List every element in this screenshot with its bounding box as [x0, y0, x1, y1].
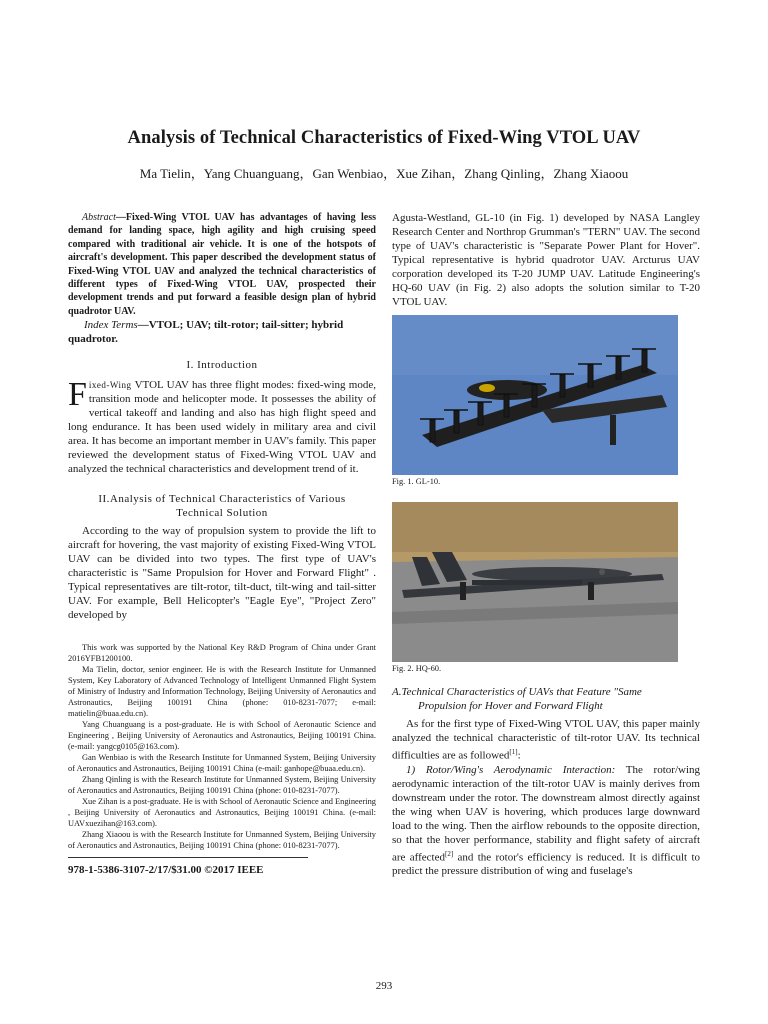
- author-list: Ma Tielin，Yang Chuanguang，Gan Wenbiao，Xue Zihan，Zhang Qinling，Zhang Xiaoou: [139, 166, 629, 181]
- section-2-heading-line2: Technical Solution: [176, 507, 268, 520]
- index-terms: [68, 318, 376, 346]
- smallcaps-start: ixed-Wing: [88, 380, 132, 391]
- subsection-a-text: [392, 717, 700, 763]
- isbn-line: 978-1-5386-3107-2/17/$31.00 ©2017 IEEE: [68, 864, 264, 877]
- left-column: [68, 211, 376, 876]
- abstract-body: —Fixed-Wing VTOL UAV has advantages of having less demand for landing space, high agility and high cruising speed compared with traditional air vehicle. It is one of the hotspots of aircraft's development. This paper described the development status of Fixed-Wing VTOL UAV and analyzed the technical characteristics of different types of Fixed-Wing VTOL UAV, prospected their development trends and put forward a feasible design plan of hybrid quadrotor UAV.: [68, 212, 376, 317]
- rotor-wing-lead: 1) Rotor/Wing's Aerodynamic Interaction:: [406, 763, 616, 776]
- figure-2-caption: Fig. 2. HQ-60.: [392, 664, 442, 673]
- footnote: Yang Chuanguang is a post-graduate. He is with School of Aeronautic Science and Engineering , Beijing University of Aeronautics and Astronautics, Beijing 100191 China. (e-mail: yangcg0105@163.com).: [68, 720, 376, 752]
- reference-1: [1]: [509, 748, 518, 756]
- drop-cap: F: [68, 376, 87, 414]
- footnote: Xue Zihan is a post-graduate. He is with School of Aeronautic Science and Engineering , Beijing University of Aeronautics and Astronautics, Beijing 100191 China. (e-mail: UAVxuezihan@163.com).: [68, 797, 376, 829]
- para-a-body: As for the first type of Fixed-Wing VTOL UAV, this paper mainly analyzed the technical characteristic of tilt-rotor UAV. Its technical difficulties are as followed: [392, 718, 700, 762]
- index-terms-lead: Index Terms: [84, 319, 138, 332]
- abstract-lead: Abstract: [82, 212, 116, 223]
- footnote: Zhang Qinling is with the Research Institute for Unmanned System, Beijing University of Aeronautics and Astronautics, Beijing 100191 China (phone: 010-8231-7077).: [68, 775, 376, 796]
- footnote: This work was supported by the National Key R&D Program of China under Grant 2016YFB1200100.: [68, 643, 376, 664]
- section-1-heading: I. Introduction: [186, 359, 258, 372]
- reference-2: [2]: [444, 849, 454, 858]
- figure-1-gl10-photo: [392, 315, 678, 475]
- rotor-wing-paragraph: [392, 763, 700, 879]
- rotor-wing-body: The rotor/wing aerodynamic interaction of the tilt-rotor UAV is mainly derives from downstream under the rotor. The downstream almost directly against the wing when UAV is hovering, which produces large downward load to the wing. Then the airflow rebounds to the opposite direction, so that the hover performance, stability and flight safety of aircraft are affected: [392, 763, 700, 864]
- figure-1-caption: Fig. 1. GL-10.: [392, 477, 441, 486]
- abstract: [68, 211, 376, 318]
- rotor-wing-body-end: and the rotor's efficiency is reduced. It is difficult to predict the pressure distribution of wing and fuselage's: [392, 851, 701, 878]
- section-1-body: VTOL UAV has three flight modes: fixed-wing mode, transition mode and helicopter mode. It possesses the ability of vertical takeoff and landing and also has high flight speed and long endurance. It has been used widely in military area and civil area. It has become an important member in UAV's family. This paper reviewed the development status of Fixed-Wing VTOL UAV and analyzed the technical characteristics and development trend of it.: [68, 379, 376, 476]
- section-1-text: [68, 378, 376, 476]
- subsection-a-line1: A.Technical Characteristics of UAVs that Feature "Same: [392, 686, 642, 698]
- index-terms-body: —VTOL; UAV; tilt-rotor; tail-sitter; hybrid quadrotor.: [68, 319, 344, 346]
- footnotes: [68, 642, 376, 851]
- subsection-a-line2: Propulsion for Hover and Forward Flight: [418, 700, 603, 712]
- footnote: Zhang Xiaoou is with the Research Institute for Unmanned System, Beijing University of Aeronautics and Astronautics, Beijing 100191 China (phone: 010-8231-7077).: [68, 830, 376, 851]
- footnote: Gan Wenbiao is with the Research Institute for Unmanned System, Beijing University of Aeronautics and Astronautics, Beijing 100191 China (e-mail: ganhope@buaa.edu.cn).: [68, 753, 376, 774]
- paper-title: Analysis of Technical Characteristics of Fixed-Wing VTOL UAV: [127, 128, 641, 148]
- footnote-divider: [68, 857, 308, 858]
- section-2-text: According to the way of propulsion system to provide the lift to aircraft for hovering, the vast majority of existing Fixed-Wing VTOL UAV can be divided into two types. The first type of UAV's characteristic is "Same Propulsion for Hover and Forward Flight" . Typical representatives are tilt-rotor, tilt-duct, tilt-wing and tail-sitter UAV. For example, Bell Helicopter's "Eagle Eye", "Project Zero" developed by: [68, 525, 376, 622]
- figure-2-hq60-photo: [392, 502, 678, 662]
- footnote: Ma Tielin, doctor, senior engineer. He is with the Research Institute for Unmanned System, Key Laboratory of Advanced Technology of Intelligent Unmanned Flight System of Ministry of Industry and Information Technology, Beijing University of Aeronautics and Astronautics, Beijing 100191 China (phone: 010-8231-7077; e-mail: matielin@buaa.edu.cn).: [68, 665, 376, 719]
- para-a-end: :: [517, 749, 521, 762]
- subsection-a-heading: [392, 685, 700, 713]
- right-intro-text: Agusta-Westland, GL-10 (in Fig. 1) developed by NASA Langley Research Center and Northrop Grumman's "TERN" UAV. The second type of UAV's characteristic is "Separate Power Plant for Hover". Typical representative is hybrid quadrotor UAV. Arcturus UAV corporation developed its T-20 JUMP UAV. Latitude Engineering's HQ-60 UAV (in Fig. 2) also adopts the solution similar to T-20 VTOL UAV.: [392, 212, 700, 308]
- section-2-heading-line1: II.Analysis of Technical Characteristics of Various: [98, 493, 346, 506]
- right-column: [392, 211, 700, 878]
- page-number: 293: [375, 980, 393, 992]
